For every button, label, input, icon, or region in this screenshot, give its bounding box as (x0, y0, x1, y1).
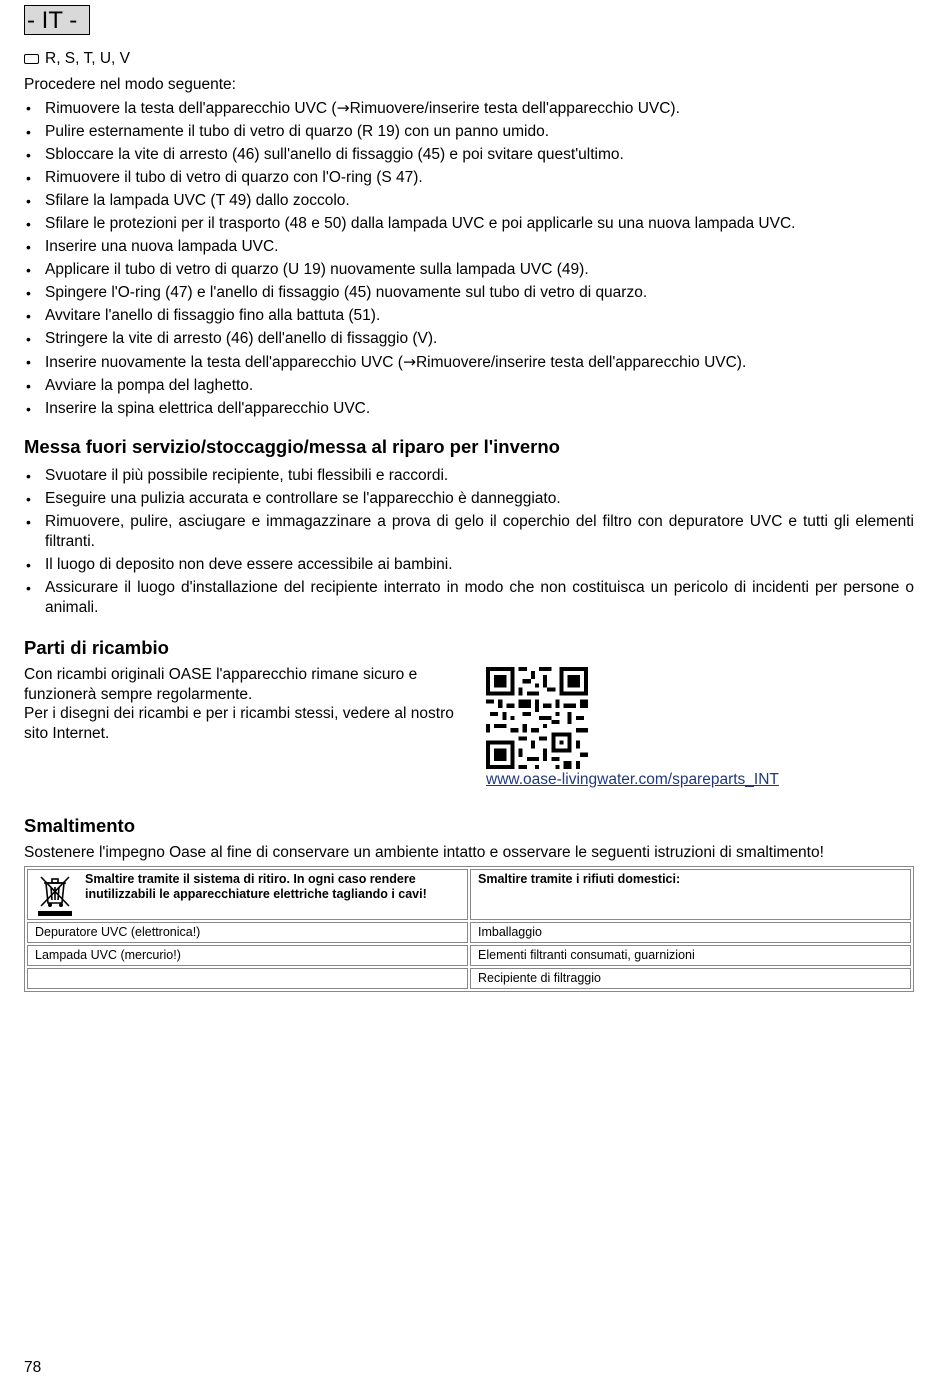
disposal-intro: Sostenere l'impegno Oase al fine di conservare un ambiente intatto e osservare le seguenti istruzioni di smaltimento! (24, 844, 824, 861)
table-header-cell (470, 869, 911, 920)
list-item: • Rimuovere la testa dell'apparecchio UVC (→Rimuovere/inserire testa dell'apparecchio UVC). (24, 98, 914, 119)
list-item: • Inserire nuovamente la testa dell'apparecchio UVC (→Rimuovere/inserire testa dell'apparecchio UVC). (24, 352, 914, 373)
table-cell: Depuratore UVC (elettronica!) (27, 922, 468, 943)
list-item: • Avvitare l'anello di fissaggio fino alla battuta (51). (24, 306, 914, 326)
spare-parts-line-2: Per i disegni dei ricambi e per i ricambi stessi, vedere al nostro sito Internet. (24, 705, 454, 742)
table-row (27, 968, 911, 989)
list-item: • Rimuovere, pulire, asciugare e immagazzinare a prova di gelo il coperchio del filtro con depuratore UVC e tutti gli elementi filtranti. (24, 512, 914, 552)
household-header: Smaltire tramite i rifiuti domestici: (478, 872, 681, 886)
procedure-steps (24, 98, 914, 422)
table-row (27, 869, 911, 920)
qr-code-icon[interactable] (486, 667, 588, 769)
table-row (27, 945, 911, 966)
table-cell: Imballaggio (470, 922, 911, 943)
table-cell: Lampada UVC (mercurio!) (27, 945, 468, 966)
list-item: • Sbloccare la vite di arresto (46) sull'anello di fissaggio (45) e poi svitare quest'ultimo. (24, 145, 914, 165)
storage-steps (24, 466, 914, 621)
disposal-table (24, 866, 914, 992)
list-item: • Svuotare il più possibile recipiente, tubi flessibili e raccordi. (24, 466, 914, 486)
table-cell: Recipiente di filtraggio (470, 968, 911, 989)
table-cell: Elementi filtranti consumati, guarnizioni (470, 945, 911, 966)
section-heading-spare-parts: Parti di ricambio (24, 637, 169, 658)
figure-letters: R, S, T, U, V (45, 50, 130, 67)
list-item: • Assicurare il luogo d'installazione del recipiente interrato in modo che non costituisca un pericolo di incidenti per persone o animali. (24, 578, 914, 618)
spare-parts-link[interactable]: www.oase-livingwater.com/spareparts_INT (486, 771, 779, 788)
spare-parts-line-1: Con ricambi originali OASE l'apparecchio rimane sicuro e funzionerà sempre regolarmente. (24, 666, 418, 703)
arrow-right-icon: → (336, 99, 350, 117)
list-item: • Spingere l'O-ring (47) e l'anello di fissaggio (45) nuovamente sul tubo di vetro di quarzo. (24, 283, 914, 303)
table-cell (27, 968, 468, 989)
list-item: • Inserire una nuova lampada UVC. (24, 237, 914, 257)
section-heading-storage: Messa fuori servizio/stoccaggio/messa al riparo per l'inverno (24, 436, 560, 457)
book-icon (24, 54, 39, 64)
page-number: 78 (24, 1359, 42, 1376)
list-item: • Sfilare le protezioni per il trasporto (48 e 50) dalla lampada UVC e poi applicarle su una nuova lampada UVC. (24, 214, 914, 234)
spare-parts-text (24, 665, 464, 743)
crossed-bin-icon (35, 873, 75, 917)
procedure-intro: Procedere nel modo seguente: (24, 76, 236, 93)
figure-reference (24, 49, 130, 69)
list-item: • Sfilare la lampada UVC (T 49) dallo zoccolo. (24, 191, 914, 211)
list-item: • Pulire esternamente il tubo di vetro di quarzo (R 19) con un panno umido. (24, 122, 914, 142)
table-row (27, 922, 911, 943)
list-item: • Rimuovere il tubo di vetro di quarzo con l'O-ring (S 47). (24, 168, 914, 188)
language-tab: - IT - (24, 5, 90, 35)
table-header-cell (27, 869, 468, 920)
list-item: • Stringere la vite di arresto (46) dell'anello di fissaggio (V). (24, 329, 914, 349)
list-item: • Eseguire una pulizia accurata e controllare se l'apparecchio è danneggiato. (24, 489, 914, 509)
list-item: • Applicare il tubo di vetro di quarzo (U 19) nuovamente sulla lampada UVC (49). (24, 260, 914, 280)
list-item: • Il luogo di deposito non deve essere accessibile ai bambini. (24, 555, 914, 575)
arrow-right-icon: → (402, 353, 416, 371)
list-item: • Inserire la spina elettrica dell'apparecchio UVC. (24, 399, 914, 419)
list-item: • Avviare la pompa del laghetto. (24, 376, 914, 396)
takeback-header: Smaltire tramite il sistema di ritiro. In ogni caso rendere inutilizzabili le apparecchiature elettriche tagliando i cavi! (85, 872, 427, 901)
section-heading-disposal: Smaltimento (24, 815, 136, 836)
